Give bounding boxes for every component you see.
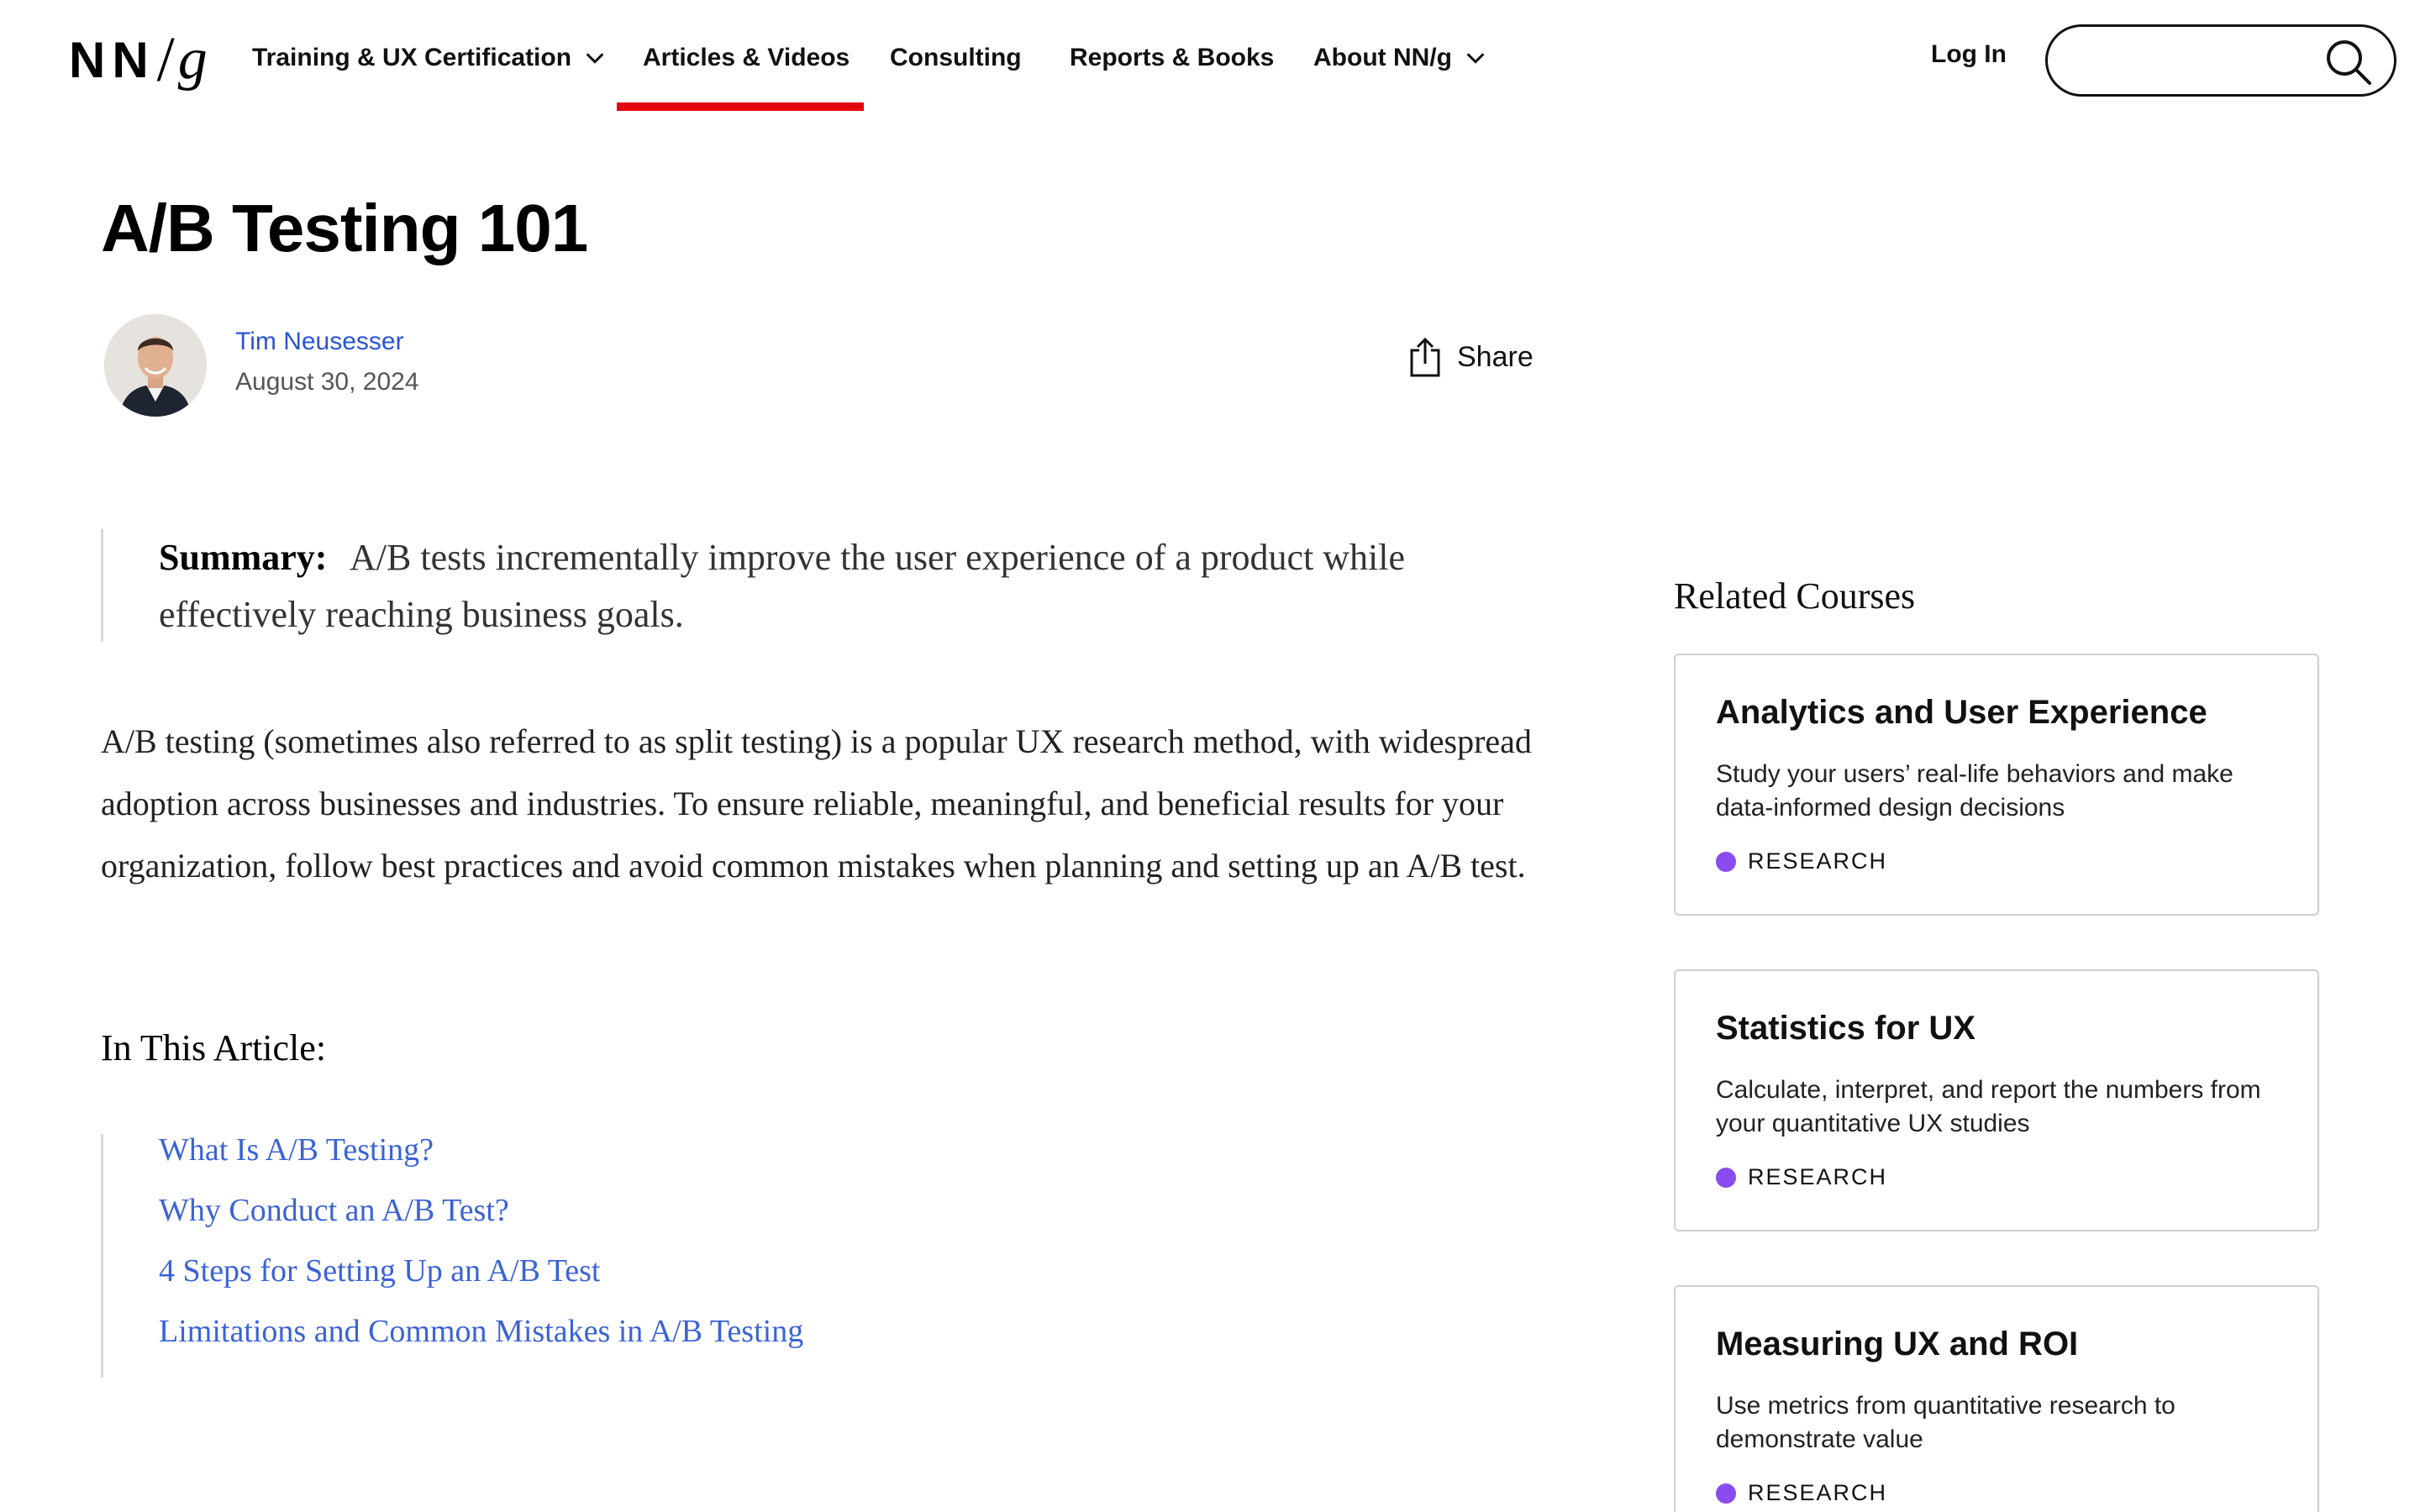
course-card[interactable] xyxy=(1674,1285,2319,1512)
nng-logo[interactable] xyxy=(69,24,209,95)
category-dot-icon xyxy=(1716,852,1736,872)
article-intro-paragraph: A/B testing (sometimes also referred to as split testing) is a popular UX research method, with widespread adoption across businesses and industries. To ensure reliable, meaningful, and beneficial results for your organization, follow best practices and avoid common mistakes when planning and setting up an A/B test. xyxy=(101,722,1532,885)
summary-label: Summary: xyxy=(159,537,328,578)
nav-about-label: About NN/g xyxy=(1313,44,1452,71)
summary-text: A/B tests incrementally improve the user experience of a product while effectively reaching business goals. xyxy=(159,537,1406,635)
course-description: Calculate, interpret, and report the numbers from your quantitative UX studies xyxy=(1716,1076,2261,1137)
nav-reports-label: Reports & Books xyxy=(1070,44,1275,71)
share-icon xyxy=(1408,337,1442,377)
search-input[interactable] xyxy=(2045,24,2396,97)
course-card[interactable] xyxy=(1674,654,2319,916)
category-dot-icon xyxy=(1716,1483,1736,1504)
nav-reports-books[interactable] xyxy=(1070,37,1274,79)
toc-link[interactable]: What Is A/B Testing? xyxy=(159,1132,434,1168)
course-tag-label: RESEARCH xyxy=(1748,1480,1888,1505)
nav-about[interactable] xyxy=(1313,37,1487,79)
table-of-contents xyxy=(101,1134,941,1378)
nav-articles-videos[interactable] xyxy=(643,37,850,79)
course-tag-label: RESEARCH xyxy=(1748,1164,1888,1189)
article-summary xyxy=(101,529,1546,642)
nav-consulting-label: Consulting xyxy=(890,44,1022,71)
logo-nn: NN xyxy=(69,31,155,88)
nav-training[interactable] xyxy=(252,37,607,79)
share-button[interactable] xyxy=(1408,336,1534,378)
share-label: Share xyxy=(1457,340,1534,373)
nav-training-label: Training & UX Certification xyxy=(252,44,572,71)
course-title[interactable]: Statistics for UX xyxy=(1716,1010,1975,1047)
course-tag-label: RESEARCH xyxy=(1748,848,1888,874)
toc-link[interactable]: Why Conduct an A/B Test? xyxy=(159,1193,509,1228)
course-card[interactable] xyxy=(1674,969,2319,1231)
chevron-down-icon xyxy=(583,46,607,70)
chevron-down-icon xyxy=(1464,46,1487,70)
toc-link[interactable]: Limitations and Common Mistakes in A/B Testing xyxy=(159,1314,804,1349)
author-photo xyxy=(104,314,207,417)
category-dot-icon xyxy=(1716,1168,1736,1188)
course-title[interactable]: Measuring UX and ROI xyxy=(1716,1326,2079,1362)
course-description: Study your users’ real-life behaviors and make data-informed design decisions xyxy=(1716,760,2233,822)
logo-g: g xyxy=(177,27,209,92)
login-link[interactable]: Log In xyxy=(1931,40,2007,68)
toc-heading: In This Article: xyxy=(101,1027,327,1068)
toc-link[interactable]: 4 Steps for Setting Up an A/B Test xyxy=(159,1253,601,1289)
nav-articles-label: Articles & Videos xyxy=(643,44,850,71)
author-name-link[interactable]: Tim Neusesser xyxy=(235,328,404,355)
author-avatar[interactable] xyxy=(104,314,207,417)
related-courses-heading: Related Courses xyxy=(1674,575,1916,617)
course-tag xyxy=(1716,848,2277,874)
nav-consulting[interactable] xyxy=(890,37,1022,79)
course-tag xyxy=(1716,1164,2277,1190)
page-title: A/B Testing 101 xyxy=(101,191,588,265)
course-title[interactable]: Analytics and User Experience xyxy=(1716,694,2207,731)
course-tag xyxy=(1716,1480,2277,1506)
site-header xyxy=(0,0,2420,118)
active-nav-indicator xyxy=(617,102,864,111)
logo-slash: / xyxy=(156,24,176,95)
search-icon[interactable] xyxy=(2323,37,2374,87)
publish-date: August 30, 2024 xyxy=(235,368,419,396)
course-description: Use metrics from quantitative research to demonstrate value xyxy=(1716,1392,2175,1453)
